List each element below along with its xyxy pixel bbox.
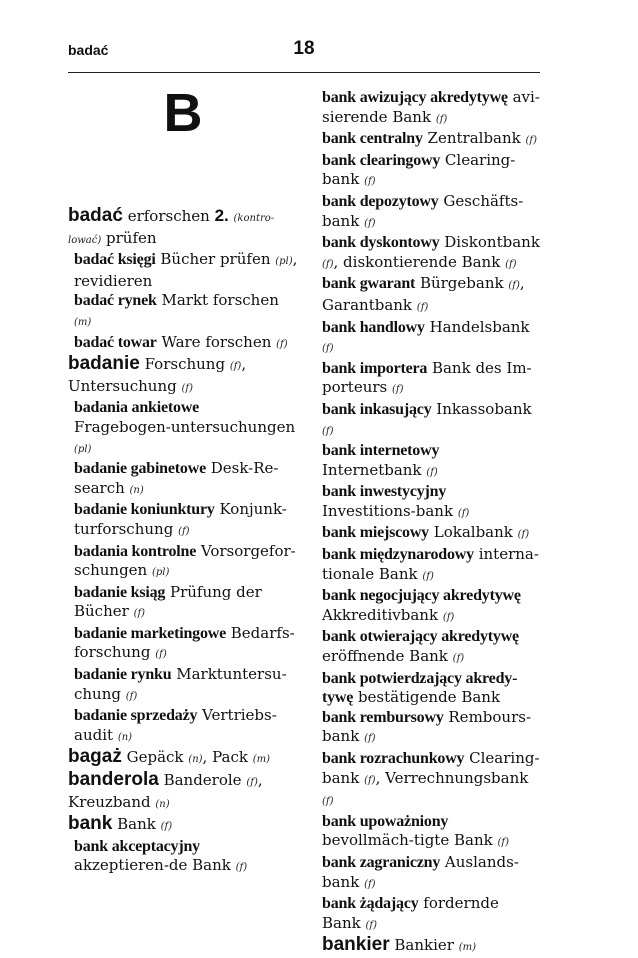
gender-label: (f) xyxy=(505,258,517,270)
dictionary-subentry xyxy=(322,274,542,317)
dictionary-entry xyxy=(68,814,298,837)
gender-label: (f) xyxy=(517,529,530,541)
gender-label: (f) xyxy=(276,338,288,350)
dictionary-entry xyxy=(68,747,298,770)
gender-label: (f) xyxy=(155,649,167,661)
translation: Fragebogen-untersuchungen xyxy=(74,417,296,436)
translation: fordernde Bank xyxy=(322,894,499,932)
dictionary-subentry xyxy=(322,708,542,749)
dictionary-subentry xyxy=(74,291,298,332)
gender-label: (f) xyxy=(364,217,376,229)
subentry-term: badanie rynku xyxy=(74,666,172,684)
gender-label: (pl) xyxy=(74,443,92,455)
subentry-term: bank akceptacyjny xyxy=(74,837,200,855)
gender-label: (f) xyxy=(422,570,434,582)
translation: Clearing-bank xyxy=(322,150,516,189)
subentry-term: bank gwarant xyxy=(322,275,416,293)
dictionary-subentry xyxy=(322,894,542,935)
gender-label: (f) xyxy=(435,113,448,125)
page-header xyxy=(68,36,540,73)
dictionary-subentry xyxy=(74,459,298,500)
gender-label: (f) xyxy=(322,258,334,270)
translation: Marktuntersu-chung xyxy=(74,665,287,703)
gender-label: (n) xyxy=(155,798,170,810)
dictionary-subentry xyxy=(74,583,298,624)
translation: Bank des Im-porteurs xyxy=(322,358,532,397)
subentry-term: bank clearingowy xyxy=(322,151,441,169)
gender-label: (pl) xyxy=(275,256,293,268)
translation: Bücher prüfen xyxy=(155,250,276,269)
gender-label: (f) xyxy=(364,733,376,745)
translation: bevollmäch-tigte Bank xyxy=(322,831,498,850)
gender-label: (pl) xyxy=(152,567,170,579)
translation: , revidieren xyxy=(74,250,298,290)
translation: Rembours-bank xyxy=(322,707,532,746)
dictionary-subentry xyxy=(74,250,298,291)
gender-label: (f) xyxy=(178,525,190,537)
usage-label: (kontro-lować) xyxy=(68,213,275,246)
translation: Internetbank xyxy=(322,460,427,479)
translation: Diskontbank xyxy=(439,233,540,252)
translation: Konjunk-turforschung xyxy=(74,500,287,538)
dictionary-subentry xyxy=(322,400,542,441)
translation: Geschäfts-bank xyxy=(322,191,524,230)
gender-label: (f) xyxy=(416,301,429,313)
gender-label: (f) xyxy=(365,919,377,931)
translation: , Garantbank xyxy=(322,274,525,314)
subentry-term: bank zagraniczny xyxy=(322,853,441,871)
gender-label: (f) xyxy=(322,343,334,355)
gender-label: (m) xyxy=(252,754,270,766)
subentry-term: bank żądający xyxy=(322,895,419,913)
sense-number: 2. xyxy=(214,206,229,225)
dictionary-subentry xyxy=(322,129,542,151)
translation: Bank xyxy=(112,815,161,834)
gender-label: (f) xyxy=(229,361,242,373)
subentry-term: badanie gabinetowe xyxy=(74,460,206,478)
dictionary-subentry xyxy=(322,441,542,482)
subentry-term: bank miejscowy xyxy=(322,524,429,542)
subentry-term: bank międzynarodowy xyxy=(322,546,474,564)
translation: Lokalbank xyxy=(428,523,518,542)
dictionary-subentry xyxy=(322,233,542,274)
dictionary-subentry xyxy=(322,318,542,359)
translation: eröffnende Bank xyxy=(322,647,453,666)
column-left xyxy=(68,206,298,878)
subentry-term: badać księgi xyxy=(74,251,156,269)
subentry-term: badać rynek xyxy=(74,292,157,310)
translation: , Verrechnungsbank xyxy=(375,768,529,787)
dictionary-subentry xyxy=(74,837,298,878)
column-right xyxy=(322,88,542,958)
gender-label: (n) xyxy=(188,754,203,766)
gender-label: (f) xyxy=(125,690,138,702)
dictionary-subentry xyxy=(74,624,298,665)
dictionary-subentry xyxy=(74,333,298,355)
gender-label: (f) xyxy=(181,382,194,394)
translation: Bürgebank xyxy=(415,274,509,293)
gender-label: (f) xyxy=(457,507,470,519)
translation: avi-sierende Bank xyxy=(322,88,540,126)
translation: Handelsbank xyxy=(424,317,530,336)
translation: Akkreditivbank xyxy=(322,605,443,624)
dictionary-subentry xyxy=(322,669,542,708)
dictionary-entry xyxy=(68,354,298,398)
subentry-term: bank dyskontowy xyxy=(322,234,440,252)
gender-label: (f) xyxy=(426,466,438,478)
gender-label: (f) xyxy=(246,777,258,789)
gender-label: (f) xyxy=(235,862,248,874)
subentry-term: badania ankietowe xyxy=(74,399,200,417)
gender-label: (f) xyxy=(322,796,334,808)
translation: Vertriebs-audit xyxy=(74,706,277,744)
dictionary-subentry xyxy=(74,398,298,459)
gender-label: (f) xyxy=(452,653,465,665)
dictionary-subentry xyxy=(322,482,542,523)
translation: Ware forschen xyxy=(156,332,277,351)
subentry-term: badanie marketingowe xyxy=(74,624,227,642)
subentry-term: badanie sprzedaży xyxy=(74,707,198,725)
section-letter: B xyxy=(163,83,203,143)
dictionary-entry xyxy=(68,770,298,814)
subentry-term: bank internetowy xyxy=(322,442,440,460)
gender-label: (m) xyxy=(74,316,92,328)
subentry-term: bank rembursowy xyxy=(322,708,444,726)
headword: badać xyxy=(68,205,123,226)
dictionary-subentry xyxy=(74,665,298,706)
headword: bagaż xyxy=(68,746,122,768)
translation: Vorsorgefor-schungen xyxy=(74,541,296,580)
subentry-term: bank inkasujący xyxy=(322,400,432,418)
translation: prüfen xyxy=(101,228,157,247)
gender-label: (m) xyxy=(458,942,476,954)
gender-label: (n) xyxy=(117,731,133,743)
gender-label: (f) xyxy=(364,774,376,786)
translation: Zentralbank xyxy=(422,129,526,148)
translation: Clearing-bank xyxy=(322,749,540,787)
gender-label: (f) xyxy=(508,280,520,292)
translation: Desk-Re-search xyxy=(74,459,279,497)
subentry-term: bank handlowy xyxy=(322,318,425,336)
gender-label: (f) xyxy=(322,425,334,437)
dictionary-subentry xyxy=(322,151,542,192)
dictionary-subentry xyxy=(322,88,542,129)
subentry-term: bank potwierdzający akredy-tywę xyxy=(322,669,518,707)
translation: Bankier xyxy=(389,936,459,955)
subentry-term: bank depozytowy xyxy=(322,192,439,210)
translation: Forschung xyxy=(139,355,230,374)
translation: Investitions-bank xyxy=(322,501,458,520)
gender-label: (f) xyxy=(497,837,509,849)
dictionary-subentry xyxy=(322,586,542,627)
subentry-term: bank awizujący akredytywę xyxy=(322,89,508,106)
gender-label: (f) xyxy=(392,384,404,396)
dictionary-entry xyxy=(322,935,542,958)
subentry-term: bank otwierający akredytywę xyxy=(322,628,519,646)
translation: Prüfung der Bücher xyxy=(74,582,262,621)
headword: bankier xyxy=(322,934,390,956)
gender-label: (f) xyxy=(442,611,455,623)
subentry-term: badanie koniunktury xyxy=(74,501,215,519)
subentry-term: badanie ksiąg xyxy=(74,583,166,601)
dictionary-subentry xyxy=(322,812,542,853)
translation: , Kreuzband xyxy=(68,771,263,811)
subentry-term: bank negocjujący akredytywę xyxy=(322,587,521,605)
gender-label: (f) xyxy=(525,135,538,147)
gender-label: (f) xyxy=(160,821,173,833)
subentry-term: badania kontrolne xyxy=(74,542,197,560)
translation: , diskontierende Bank xyxy=(333,252,506,271)
subentry-term: bank upoważniony xyxy=(322,812,449,830)
translation: Bedarfs-forschung xyxy=(74,623,295,662)
dictionary-subentry xyxy=(322,545,542,586)
gender-label: (f) xyxy=(364,878,376,890)
gender-label: (n) xyxy=(129,484,144,496)
dictionary-subentry xyxy=(322,359,542,400)
dictionary-subentry xyxy=(322,749,542,812)
subentry-term: bank inwestycyjny xyxy=(322,483,447,501)
dictionary-entry xyxy=(68,206,298,250)
translation: bestätigende Bank xyxy=(353,688,501,707)
translation: akzeptieren-de Bank xyxy=(74,856,236,875)
dictionary-subentry xyxy=(74,500,298,541)
running-headword: badać xyxy=(68,42,109,58)
translation: Gepäck xyxy=(121,748,189,767)
gender-label: (f) xyxy=(364,176,376,188)
subentry-term: bank rozrachunkowy xyxy=(322,750,465,767)
page-number: 18 xyxy=(293,38,315,59)
headword: bank xyxy=(68,813,113,835)
translation: Inkassobank xyxy=(431,399,532,418)
translation: Banderole xyxy=(158,771,247,790)
dictionary-subentry xyxy=(322,523,542,545)
headword: badanie xyxy=(68,353,140,375)
translation: , Untersuchung xyxy=(68,355,247,395)
translation: , Pack xyxy=(202,748,253,767)
subentry-term: bank centralny xyxy=(322,130,423,148)
dictionary-subentry xyxy=(74,542,298,583)
subentry-term: badać towar xyxy=(74,333,157,351)
gender-label: (f) xyxy=(133,608,146,620)
dictionary-subentry xyxy=(322,192,542,233)
dictionary-subentry xyxy=(322,853,542,894)
dictionary-subentry xyxy=(74,706,298,747)
headword: banderola xyxy=(68,769,159,791)
translation: Markt forschen xyxy=(156,291,279,310)
subentry-term: bank importera xyxy=(322,359,428,377)
dictionary-subentry xyxy=(322,627,542,668)
translation: erforschen xyxy=(122,207,215,225)
translation: interna-tionale Bank xyxy=(322,545,539,583)
translation: Auslands-bank xyxy=(322,852,519,891)
